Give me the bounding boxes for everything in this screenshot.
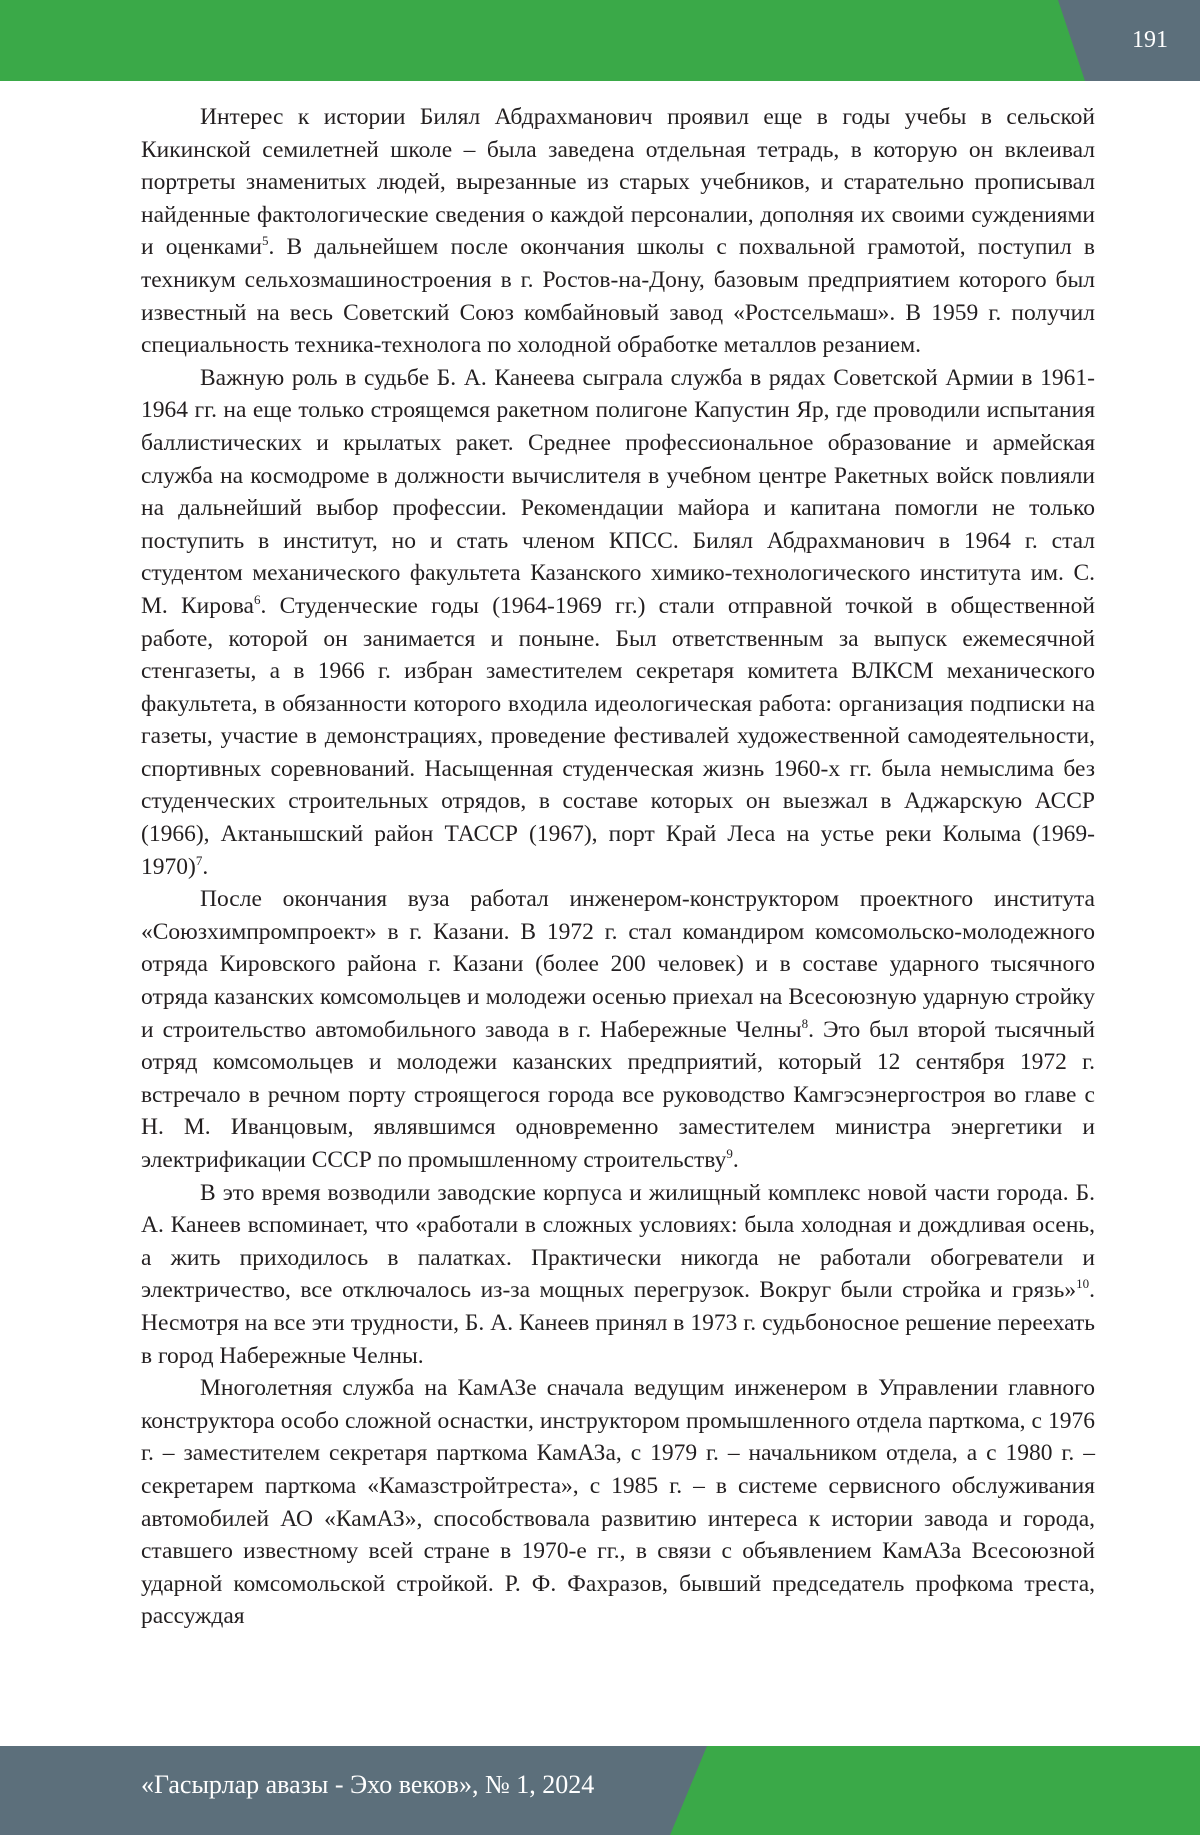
paragraph-text: Важную роль в судьбе Б. А. Канеева сыграла служба в рядах Советской Армии в 1961-1964 гг. на еще только строящемся ракетном полигоне Капустин Яр, где проводили испытания баллистических и крылатых ракет. Среднее профессиональное образование и армейская служба на космодроме в должности вычислителя в учебном центре Ракетных войск повлияли на дальнейший выбор профессии. Рекомендации майора и капитана помогли не только поступить в институт, но и стать членом КПСС. Билял Абдрахманович в 1964 г. стал студентом механического факультета Казанского химико-технологического института им. С. М. Кирова <box>141 364 1095 619</box>
paragraph-text: . В дальнейшем после окончания школы с похвальной грамотой, поступил в техникум сельхозмашиностроения в г. Ростов-на-Дону, базовым предприятием которого был известный на весь Советский Союз комбайновый завод «Ростсельмаш». В 1959 г. получил специальность техника-технолога по холодной обработке металлов резанием. <box>141 234 1095 359</box>
footnote-ref-5[interactable]: 5 <box>262 233 269 249</box>
page-number: 191 <box>1132 27 1168 53</box>
footnote-ref-8[interactable]: 8 <box>801 1015 809 1031</box>
footer-accent <box>670 1746 1200 1835</box>
paragraph-text: После окончания вуза работал инженером-конструктором проектного института «Союзхимпромпроект» в г. Казани. В 1972 г. стал командиром комсомольско-молодежного отряда Кировского района г. Казани (более 200 человек) и в составе ударного тысячного отряда казанских комсомольцев и молодежи осенью приехал на Всесоюзную ударную стройку и строительство автомобильного завода в г. Набережные Челны <box>141 886 1095 1043</box>
footnote-ref-10[interactable]: 10 <box>1076 1276 1090 1292</box>
footnote-ref-7[interactable]: 7 <box>195 852 203 868</box>
journal-citation: «Гасырлар авазы - Эхо веков», № 1, 2024 <box>141 1770 595 1799</box>
paragraph-text: Многолетняя служба на КамАЗе сначала ведущим инженером в Управлении главного конструктора особо сложной оснастки, инструктором промышленного отдела парткома, с 1976 г. – заместителем секретаря парткома КамАЗа, с 1979 г. – начальником отдела, а с 1980 г. – секретарем парткома «Камазстройтреста», с 1985 г. – в системе сервисного обслуживания автомобилей АО «КамАЗ», способствовала развитию интереса к истории завода и города, ставшего известному всей стране в 1970-е гг., в связи с объявлением КамАЗа Всесоюзной ударной комсомольской стройкой. Р. Ф. Фахразов, бывший председатель профкома треста, рассуждая <box>141 1375 1095 1630</box>
paragraph-text: . Студенческие годы (1964-1969 гг.) стали отправной точкой в общественной работе, которой он занимается и поныне. Был ответственным за выпуск ежемесячной стенгазеты, а в 1966 г. избран заместителем секретаря комитета ВЛКСМ механического факультета, в обязанности которого входила идеологическая работа: организация подписки на газеты, участие в демонстрациях, проведение фестивалей художественной самодеятельности, спортивных соревнований. Насыщенная студенческая жизнь 1960-х гг. была немыслима без студенческих строительных отрядов, в составе которых он выезжал в Аджарскую АССР (1966), Актанышский район ТАССР (1967), порт Край Леса на устье реки Колыма (1969-1970) <box>141 592 1095 880</box>
paragraph-1 <box>141 101 1095 362</box>
paragraph-2 <box>141 362 1095 884</box>
paragraph-4 <box>141 1177 1095 1373</box>
paragraph-text: . <box>732 1147 739 1173</box>
paragraph-3 <box>141 883 1095 1176</box>
paragraph-text: . Это был второй тысячный отряд комсомольцев и молодежи казанских предприятий, который 12 сентября 1972 г. встречало в речном порту строящегося города все руководство Камгэсэнергостроя во главе с Н. М. Иванцовым, являвшимся одновременно заместителем министра энергетики и электрификации СССР по промышленному строительству <box>141 1016 1096 1173</box>
footnote-ref-9[interactable]: 9 <box>726 1146 733 1161</box>
article-body <box>141 101 1095 1633</box>
paragraph-text: В это время возводили заводские корпуса и жилищный комплекс новой части города. Б. А. Канеев вспоминает, что «работали в сложных условиях: была холодная и дождливая осень, а жить приходилось в палатках. Практически никогда не работали обогреватели и электричество, все отключалось из-за мощных перегрузок. Вокруг были стройка и грязь» <box>141 1179 1095 1304</box>
paragraph-5 <box>141 1372 1095 1633</box>
footnote-ref-6[interactable]: 6 <box>253 591 261 607</box>
header-band <box>0 0 1200 81</box>
paragraph-text: . <box>202 853 209 880</box>
paragraph-text: . Несмотря на все эти трудности, Б. А. Канеев принял в 1973 г. судьбоносное решение переехать в город Набережные Челны. <box>141 1277 1095 1369</box>
paragraph-text: Интерес к истории Билял Абдрахманович проявил еще в годы учебы в сельской Кикинской семилетней школе – была заведена отдельная тетрадь, в которую он вклеивал портреты знаменитых людей, вырезанные из старых учебников, и старательно прописывал найденные фактологические сведения о каждой персоналии, дополняя их своими суждениями и оценками <box>141 104 1095 261</box>
